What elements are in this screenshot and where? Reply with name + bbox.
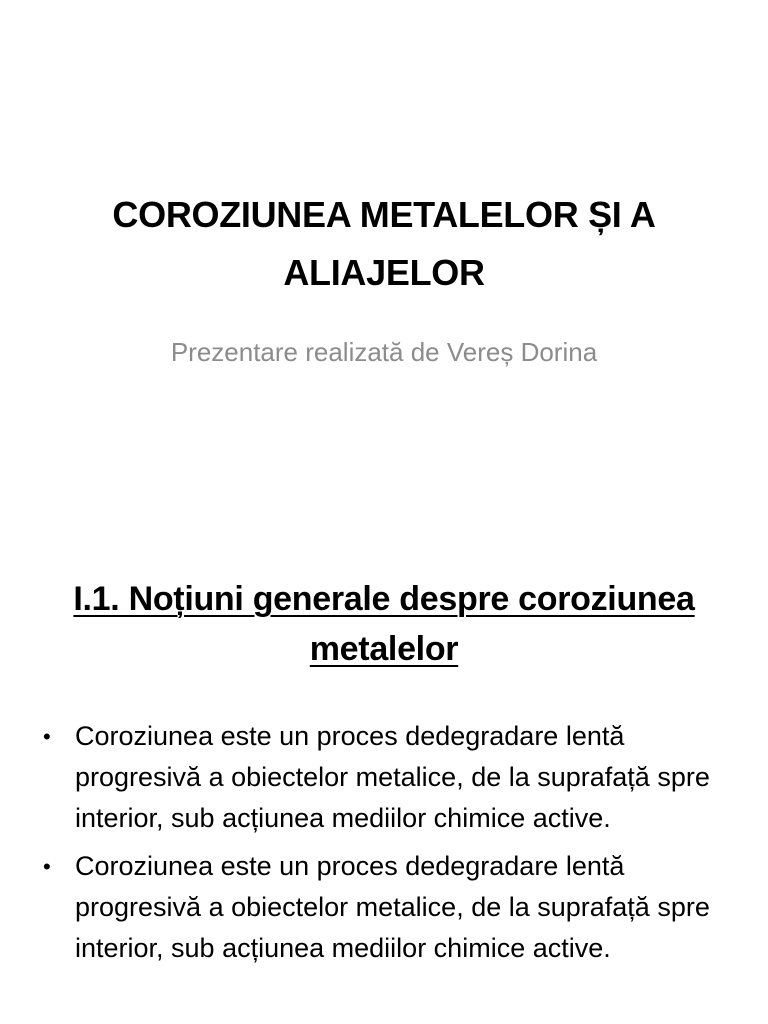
bullet-item: [40, 716, 720, 839]
bullet-icon: •: [43, 854, 51, 879]
section-heading: I.1. Noțiuni generale despre coroziunea metalelor: [73, 580, 695, 668]
bullet-text: Coroziunea este un proces dedegradare lentă progresivă a obiectelor metalice, de la suprafață spre interior, sub acțiunea mediilor chimice active.: [75, 851, 710, 963]
presentation-title: COROZIUNEA METALELOR ȘI A ALIAJELOR: [112, 194, 656, 293]
bullet-item: [40, 846, 720, 969]
bullet-text: Coroziunea este un proces dedegradare lentă progresivă a obiectelor metalice, de la suprafață spre interior, sub acțiunea mediilor chimice active.: [75, 721, 710, 833]
bullet-list: [40, 716, 720, 976]
bullet-icon: •: [43, 724, 51, 749]
presentation-subtitle: Prezentare realizată de Vereș Dorina: [170, 337, 598, 367]
content-slide: [0, 512, 768, 1024]
